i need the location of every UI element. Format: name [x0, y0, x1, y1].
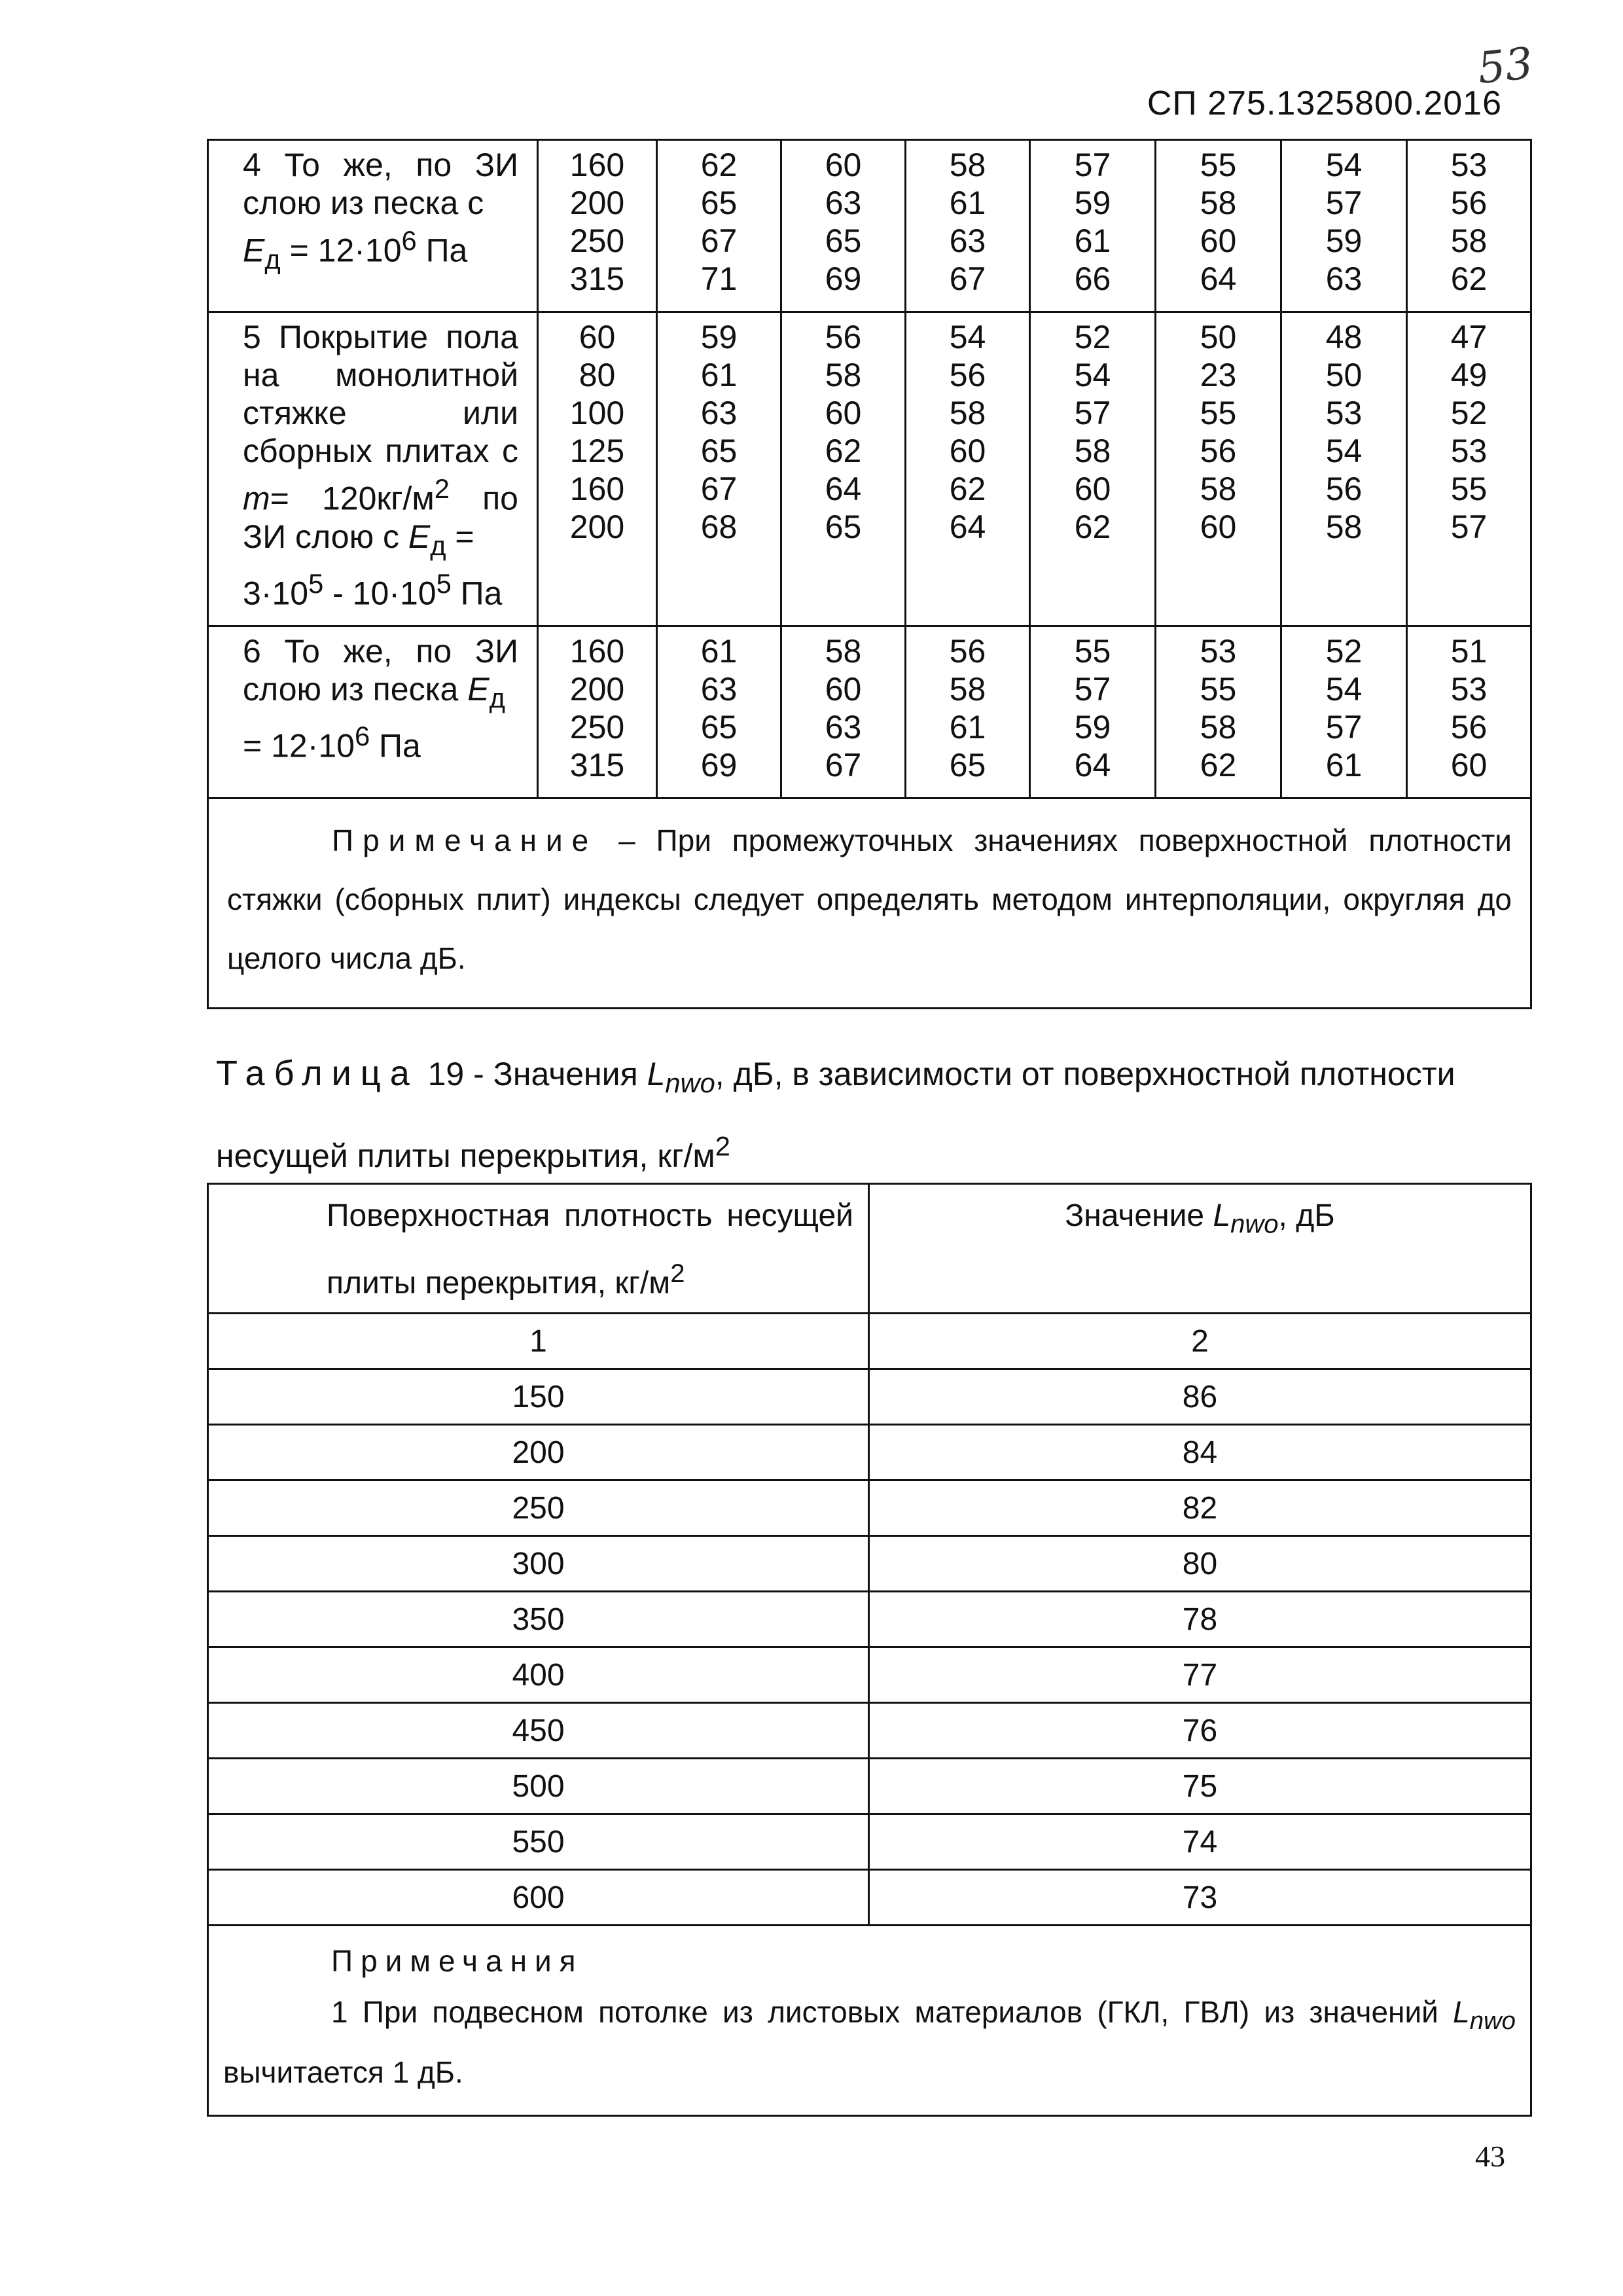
index-value: 50	[1325, 357, 1363, 393]
index-value: 59	[1074, 185, 1111, 221]
index-value: 58	[825, 633, 862, 670]
lnwo-value: 76	[869, 1703, 1531, 1759]
page-number: 43	[1475, 2140, 1505, 2173]
description-line: $E_д = 12\cdot 10^6$ Па	[243, 225, 468, 275]
index-values-cell	[1030, 312, 1156, 626]
index-value: 59	[1074, 709, 1111, 746]
row-description	[208, 312, 538, 626]
index-value: 64	[825, 471, 862, 507]
index-value: 57	[1074, 147, 1111, 183]
caption-label: Таблица	[216, 1054, 419, 1093]
index-value: 60	[825, 395, 862, 431]
index-value: 57	[1450, 509, 1488, 545]
index-value: 53	[1200, 633, 1237, 670]
lnwo-value: 74	[869, 1814, 1531, 1870]
table-row	[208, 312, 1531, 626]
index-values-cell	[1281, 140, 1407, 312]
table-19-header-row	[208, 1184, 1531, 1314]
mass-value: 315	[569, 747, 625, 784]
index-value: 67	[825, 747, 862, 784]
index-value: 67	[700, 223, 738, 259]
table-row	[208, 1425, 1531, 1480]
index-value: 59	[700, 319, 738, 355]
mass-value: 250	[569, 223, 625, 259]
index-value: 65	[700, 433, 738, 469]
index-value: 66	[1074, 260, 1111, 297]
notes-body: 1 При подвесном потолке из листовых материалов (ГКЛ, ГВЛ) из значений $L_{nwo}$ вычитается 1 дБ.	[223, 1995, 1516, 2090]
table-row	[208, 1870, 1531, 1926]
index-value: 58	[949, 395, 986, 431]
index-value: 58	[949, 671, 986, 708]
index-value: 62	[1200, 747, 1237, 784]
index-values-cell	[781, 626, 906, 798]
index-value: 64	[1074, 747, 1111, 784]
table-row	[208, 1814, 1531, 1870]
index-value: 62	[700, 147, 738, 183]
index-values-cell	[1030, 626, 1156, 798]
index-value: 62	[949, 471, 986, 507]
index-value: 49	[1450, 357, 1488, 393]
index-value: 58	[1200, 471, 1237, 507]
mass-values-cell	[538, 312, 657, 626]
index-value: 58	[1200, 185, 1237, 221]
index-value: 60	[949, 433, 986, 469]
index-values-cell	[1407, 312, 1531, 626]
index-value: 71	[700, 260, 738, 297]
surface-density-value: 500	[208, 1759, 869, 1814]
index-value: 60	[1200, 223, 1237, 259]
index-values-cell	[1281, 626, 1407, 798]
index-values-cell	[657, 626, 781, 798]
index-value: 67	[700, 471, 738, 507]
index-value: 61	[1074, 223, 1111, 259]
index-value: 54	[949, 319, 986, 355]
index-value: 58	[825, 357, 862, 393]
index-value: 56	[1450, 185, 1488, 221]
index-value: 57	[1074, 395, 1111, 431]
index-value: 53	[1325, 395, 1363, 431]
mass-value: 160	[569, 633, 625, 670]
index-value: 61	[1325, 747, 1363, 784]
index-value: 63	[825, 709, 862, 746]
index-value: 55	[1450, 471, 1488, 507]
mass-value: 200	[569, 509, 625, 545]
description-line: 5 Покрытие пола на монолитной стяжке или сборных плитах с $m= 120кг/м^2$ по ЗИ слою с $E_д$ =	[243, 319, 518, 561]
description-line: $3\cdot 10^5 - 10\cdot 10^5$ Па	[243, 567, 503, 612]
index-value: 62	[1074, 509, 1111, 545]
index-value: 65	[949, 747, 986, 784]
index-value: 54	[1074, 357, 1111, 393]
index-value: 55	[1200, 671, 1237, 708]
description-line: 6 То же, по ЗИ слою из песка $E_д$	[243, 633, 518, 714]
mass-values-cell	[538, 626, 657, 798]
index-value: 65	[825, 223, 862, 259]
table-row	[208, 626, 1531, 798]
description-line: = $12\cdot 10^6$ Па	[243, 721, 421, 764]
table-row	[208, 1759, 1531, 1814]
index-value: 55	[1200, 395, 1237, 431]
mass-value: 80	[579, 357, 616, 393]
header-lnwo-value: Значение $L_{nwo}$, дБ	[869, 1184, 1531, 1314]
surface-density-value: 600	[208, 1870, 869, 1926]
surface-density-value: 350	[208, 1592, 869, 1647]
index-value: 53	[1450, 433, 1488, 469]
index-value: 63	[825, 185, 862, 221]
index-value: 64	[1200, 260, 1237, 297]
table-19	[207, 1183, 1532, 2117]
index-value: 62	[1450, 260, 1488, 297]
index-value: 62	[825, 433, 862, 469]
surface-density-value: 250	[208, 1480, 869, 1536]
index-values-cell	[1407, 626, 1531, 798]
index-value: 51	[1450, 633, 1488, 670]
mass-value: 200	[569, 185, 625, 221]
lnwo-value: 84	[869, 1425, 1531, 1480]
index-value: 58	[1325, 509, 1363, 545]
index-value: 52	[1325, 633, 1363, 670]
notes-title: Примечания	[331, 1944, 584, 1978]
index-value: 69	[825, 260, 862, 297]
index-value: 65	[700, 185, 738, 221]
table-18-note	[208, 798, 1531, 1009]
index-values-cell	[906, 626, 1030, 798]
header-surface-density: Поверхностная плотность несущей плиты перекрытия, $кг/м^2$	[208, 1184, 869, 1314]
surface-density-value: 200	[208, 1425, 869, 1480]
surface-density-value: 150	[208, 1369, 869, 1425]
index-value: 63	[700, 671, 738, 708]
index-values-cell	[657, 312, 781, 626]
column-number: 1	[208, 1314, 869, 1369]
table-18-continuation	[207, 139, 1532, 1009]
index-value: 56	[949, 633, 986, 670]
index-value: 53	[1450, 671, 1488, 708]
table-19-notes-row	[208, 1926, 1531, 2116]
index-values-cell	[1281, 312, 1407, 626]
index-value: 58	[1200, 709, 1237, 746]
table-19-notes	[208, 1926, 1531, 2116]
index-value: 60	[1450, 747, 1488, 784]
surface-density-value: 300	[208, 1536, 869, 1592]
mass-value: 60	[579, 319, 616, 355]
index-values-cell	[1156, 140, 1281, 312]
surface-density-value: 400	[208, 1647, 869, 1703]
index-value: 56	[1200, 433, 1237, 469]
surface-density-value: 550	[208, 1814, 869, 1870]
mass-value: 250	[569, 709, 625, 746]
mass-value: 160	[569, 471, 625, 507]
column-number: 2	[869, 1314, 1531, 1369]
index-value: 60	[825, 147, 862, 183]
index-value: 60	[1074, 471, 1111, 507]
description-line: 4 То же, по ЗИ слою из песка с	[243, 147, 518, 221]
note-label: Примечание	[332, 823, 598, 858]
lnwo-value: 80	[869, 1536, 1531, 1592]
index-values-cell	[1030, 140, 1156, 312]
index-value: 54	[1325, 147, 1363, 183]
table-row	[208, 1369, 1531, 1425]
index-value: 54	[1325, 671, 1363, 708]
note-text: – При промежуточных значениях поверхностной плотности стяжки (сборных плит) индексы следует определять методом интерполяции, округляя до целого числа дБ.	[227, 823, 1512, 976]
row-description	[208, 140, 538, 312]
index-value: 65	[825, 509, 862, 545]
index-value: 55	[1200, 147, 1237, 183]
index-value: 65	[700, 709, 738, 746]
index-value: 52	[1450, 395, 1488, 431]
index-value: 63	[949, 223, 986, 259]
mass-value: 100	[569, 395, 625, 431]
index-values-cell	[1407, 140, 1531, 312]
index-value: 61	[949, 185, 986, 221]
mass-value: 200	[569, 671, 625, 708]
index-value: 23	[1200, 357, 1237, 393]
index-value: 54	[1325, 433, 1363, 469]
index-value: 69	[700, 747, 738, 784]
index-value: 57	[1325, 709, 1363, 746]
index-value: 57	[1074, 671, 1111, 708]
table-row	[208, 1647, 1531, 1703]
table-row	[208, 1592, 1531, 1647]
table-row	[208, 1703, 1531, 1759]
index-values-cell	[1156, 312, 1281, 626]
index-value: 48	[1325, 319, 1363, 355]
index-values-cell	[906, 312, 1030, 626]
index-value: 47	[1450, 319, 1488, 355]
lnwo-value: 75	[869, 1759, 1531, 1814]
lnwo-value: 78	[869, 1592, 1531, 1647]
index-values-cell	[781, 140, 906, 312]
index-values-cell	[657, 140, 781, 312]
surface-density-value: 450	[208, 1703, 869, 1759]
column-numbers-row	[208, 1314, 1531, 1369]
index-value: 59	[1325, 223, 1363, 259]
mass-value: 125	[569, 433, 625, 469]
index-values-cell	[781, 312, 906, 626]
index-value: 56	[825, 319, 862, 355]
index-value: 60	[825, 671, 862, 708]
index-values-cell	[1156, 626, 1281, 798]
index-value: 58	[1074, 433, 1111, 469]
index-value: 61	[700, 633, 738, 670]
index-value: 53	[1450, 147, 1488, 183]
lnwo-value: 82	[869, 1480, 1531, 1536]
index-value: 63	[1325, 260, 1363, 297]
index-value: 67	[949, 260, 986, 297]
mass-value: 315	[569, 260, 625, 297]
index-value: 52	[1074, 319, 1111, 355]
index-value: 68	[700, 509, 738, 545]
mass-value: 160	[569, 147, 625, 183]
index-values-cell	[906, 140, 1030, 312]
document-code: СП 275.1325800.2016	[1147, 84, 1502, 122]
row-description	[208, 626, 538, 798]
index-value: 63	[700, 395, 738, 431]
index-value: 55	[1074, 633, 1111, 670]
index-value: 58	[949, 147, 986, 183]
index-value: 57	[1325, 185, 1363, 221]
handwritten-page-number: 53	[1475, 37, 1535, 94]
index-value: 64	[949, 509, 986, 545]
index-value: 61	[700, 357, 738, 393]
index-value: 61	[949, 709, 986, 746]
index-value: 58	[1450, 223, 1488, 259]
mass-values-cell	[538, 140, 657, 312]
lnwo-value: 86	[869, 1369, 1531, 1425]
index-value: 50	[1200, 319, 1237, 355]
table-18-note-row	[208, 798, 1531, 1009]
table-19-caption	[216, 1042, 1531, 1187]
index-value: 56	[1450, 709, 1488, 746]
table-row	[208, 1480, 1531, 1536]
caption-text: 19 - Значения $L_{nwo}$, дБ, в зависимости от поверхностной плотности несущей плиты перекрытия, $кг/м^2$	[216, 1056, 1455, 1174]
lnwo-value: 73	[869, 1870, 1531, 1926]
table-row	[208, 140, 1531, 312]
index-value: 60	[1200, 509, 1237, 545]
index-value: 56	[949, 357, 986, 393]
index-value: 56	[1325, 471, 1363, 507]
table-row	[208, 1536, 1531, 1592]
lnwo-value: 77	[869, 1647, 1531, 1703]
